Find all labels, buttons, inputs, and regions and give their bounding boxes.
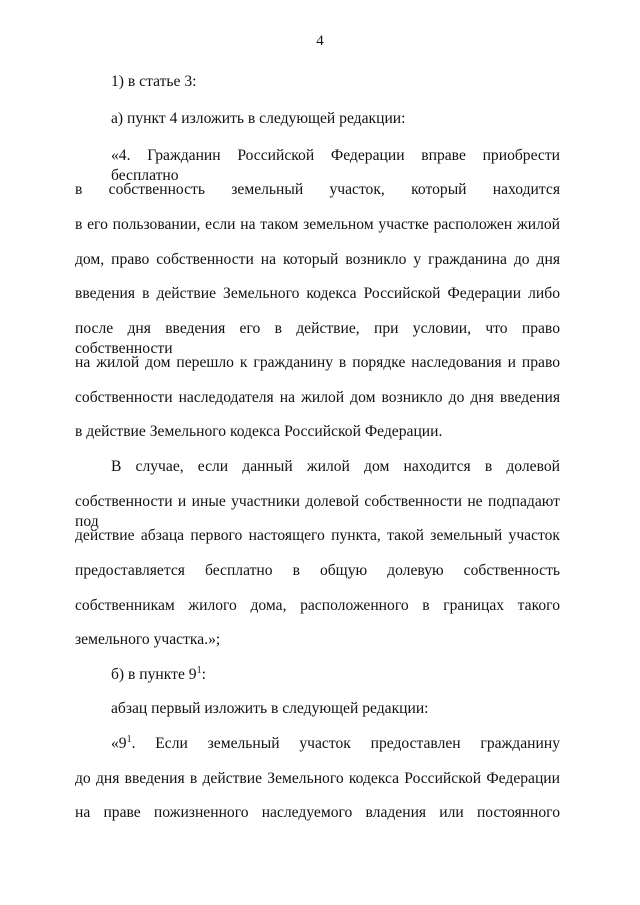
paragraph-line: 1) в статье 3: (111, 73, 197, 90)
paragraph-line: б) в пункте $9^1$: (111, 664, 206, 683)
paragraph-line: предоставляется бесплатно в общую долевую собственность (75, 562, 560, 579)
paragraph-line: дом, право собственности на который возникло у гражданина до дня (75, 251, 560, 268)
paragraph-line: В случае, если данный жилой дом находится в долевой (111, 458, 560, 475)
paragraph-line: собственности и иные участники долевой собственности не подпадают под (75, 493, 560, 530)
paragraph-line: на праве пожизненного наследуемого владения или постоянного (75, 804, 560, 821)
paragraph-line: «$9^1$. Если земельный участок предоставлен гражданину (111, 733, 560, 752)
paragraph-line: в собственность земельный участок, который находится (75, 181, 560, 198)
paragraph-line: на жилой дом перешло к гражданину в порядке наследования и право (75, 354, 560, 371)
superscript: 1 (126, 733, 132, 745)
paragraph-line: в действие Земельного кодекса Российской Федерации. (75, 423, 443, 440)
paragraph-line: до дня введения в действие Земельного кодекса Российской Федерации (75, 770, 560, 787)
paragraph-line: а) пункт 4 изложить в следующей редакции: (111, 110, 406, 127)
paragraph-line: в его пользовании, если на таком земельном участке расположен жилой (75, 216, 560, 233)
paragraph-line: «4. Гражданин Российской Федерации вправе приобрести бесплатно (111, 147, 560, 184)
paragraph-line: действие абзаца первого настоящего пункта, такой земельный участок (75, 527, 560, 544)
paragraph-line: собственникам жилого дома, расположенного в границах такого (75, 597, 560, 614)
paragraph-line: абзац первый изложить в следующей редакции: (111, 700, 429, 717)
paragraph-line: введения в действие Земельного кодекса Российской Федерации либо (75, 285, 560, 302)
superscript: 1 (196, 664, 202, 676)
page-number: 4 (316, 33, 324, 49)
paragraph-line: земельного участка.»; (75, 631, 221, 648)
paragraph-line: после дня введения его в действие, при условии, что право собственности (75, 320, 560, 357)
paragraph-line: собственности наследодателя на жилой дом возникло до дня введения (75, 389, 560, 406)
